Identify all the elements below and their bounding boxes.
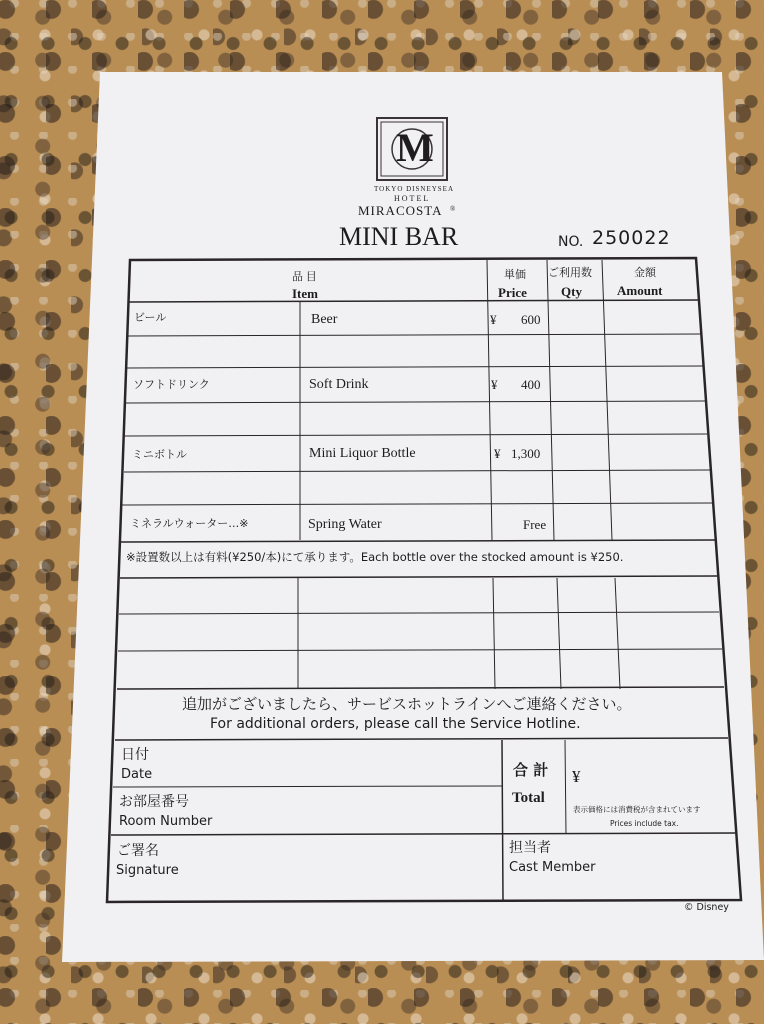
hotel-line1: TOKYO DISNEYSEA <box>374 185 455 193</box>
cast-member-label: Cast Member <box>509 860 596 875</box>
room-label: Room Number <box>119 814 213 829</box>
col-header-item-jp: 品 目 <box>292 271 317 283</box>
form-number-label: NO. <box>558 234 584 250</box>
price-spring-water: Free <box>523 517 547 532</box>
cast-member-label-jp: 担当者 <box>509 840 551 856</box>
date-label: Date <box>121 767 153 782</box>
col-header-price: Price <box>498 285 527 300</box>
hotline-jp: 追加がございましたら、サービスホットラインへご連絡ください。 <box>182 695 632 713</box>
price-currency-soft-drink: ¥ <box>491 377 498 392</box>
col-header-item: Item <box>292 286 318 301</box>
item-en-soft-drink: Soft Drink <box>309 377 369 392</box>
price-mini-bottle: 1,300 <box>511 446 541 461</box>
total-label: Total <box>512 790 545 806</box>
hotel-line2: HOTEL <box>394 194 431 203</box>
logo-letter: M <box>396 125 434 170</box>
form-title: MINI BAR <box>339 222 459 251</box>
item-jp-beer: ビール <box>134 311 167 324</box>
hotel-name: MIRACOSTA <box>358 203 443 218</box>
registered-mark: ® <box>450 205 456 213</box>
col-header-qty: Qty <box>561 284 582 299</box>
price-beer: 600 <box>521 312 541 327</box>
price-soft-drink: 400 <box>521 377 541 392</box>
item-jp-soft-drink: ソフトドリンク <box>133 378 210 391</box>
hotline-en: For additional orders, please call the Service Hotline. <box>210 716 581 732</box>
item-en-beer: Beer <box>311 312 338 327</box>
copyright: © Disney <box>684 902 729 913</box>
item-en-spring-water: Spring Water <box>308 517 382 532</box>
col-header-price-jp: 単価 <box>504 269 526 281</box>
price-currency-mini-bottle: ¥ <box>494 446 501 461</box>
date-label-jp: 日付 <box>121 747 149 763</box>
tax-note: Prices include tax. <box>610 819 679 828</box>
item-jp-mini-bottle: ミニボトル <box>132 448 187 461</box>
form-number: 250022 <box>592 227 671 249</box>
room-label-jp: お部屋番号 <box>119 794 189 810</box>
stock-note: ※設置数以上は有料(¥250/本)にて承ります。Each bottle over the stocked amount is ¥250. <box>126 550 624 564</box>
col-header-amount: Amount <box>617 283 663 298</box>
item-en-mini-bottle: Mini Liquor Bottle <box>309 446 416 461</box>
col-header-amount-jp: 金額 <box>634 267 656 279</box>
item-jp-spring-water: ミネラルウォーター…※ <box>130 517 249 530</box>
col-header-qty-jp: ご利用数 <box>548 267 592 279</box>
tax-note-jp: 表示価格には消費税が含まれています <box>573 805 701 814</box>
signature-label-jp: ご署名 <box>117 843 159 859</box>
total-label-jp: 合 計 <box>513 761 549 779</box>
signature-label: Signature <box>116 863 179 878</box>
col-line <box>502 740 503 900</box>
total-currency: ¥ <box>572 767 581 786</box>
price-currency-beer: ¥ <box>490 312 497 327</box>
